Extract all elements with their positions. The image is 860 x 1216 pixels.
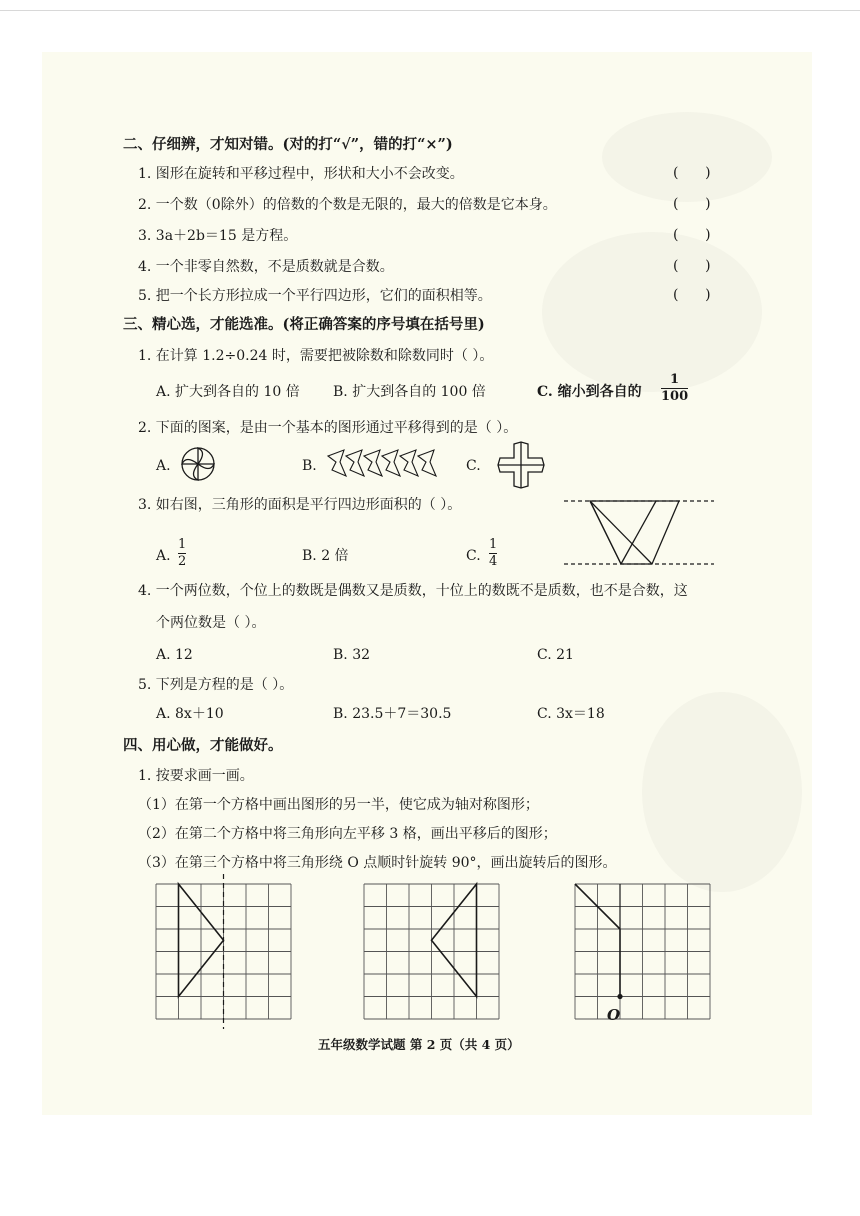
grid-symmetry[interactable] bbox=[156, 884, 294, 1019]
section4-heading: 四、用心做，才能做好。 bbox=[123, 737, 283, 754]
s2-answer-3[interactable]: ( ) bbox=[673, 227, 711, 243]
s3-q2-option-c[interactable]: C. bbox=[466, 458, 481, 474]
s4-q1-sub2: （2）在第二个方格中将三角形向左平移 3 格，画出平移后的图形； bbox=[138, 826, 557, 842]
zigzag-pattern-figure bbox=[326, 448, 442, 478]
s3-q1-option-a[interactable]: A. 扩大到各自的 10 倍 bbox=[156, 384, 300, 400]
s3-q3-option-c[interactable]: C. bbox=[466, 548, 481, 564]
s3-q1-stem: 1. 在计算 1.2÷0.24 时，需要把被除数和除数同时（ ）。 bbox=[138, 348, 494, 364]
grid-translation[interactable] bbox=[364, 884, 502, 1019]
s3-q4-stem-line2: 个两位数是（ ）。 bbox=[156, 615, 266, 631]
s3-q4-stem-line1: 4. 一个两位数，个位上的数既是偶数又是质数，十位上的数既不是质数，也不是合数，这 bbox=[138, 583, 688, 599]
s2-item-3: 3. 3a＋2b＝15 是方程。 bbox=[138, 228, 298, 244]
s2-answer-5[interactable]: ( ) bbox=[673, 287, 711, 303]
page-footer: 五年级数学试题 第 2 页（共 4 页） bbox=[318, 1037, 520, 1052]
s3-q4-option-a[interactable]: A. 12 bbox=[156, 647, 193, 663]
fraction-denominator: 4 bbox=[489, 554, 498, 569]
s3-q4-option-b[interactable]: B. 32 bbox=[333, 647, 371, 663]
pinwheel-figure bbox=[180, 446, 216, 482]
s2-item-2: 2. 一个数（0除外）的倍数的个数是无限的，最大的倍数是它本身。 bbox=[138, 197, 557, 213]
point-o-label: O bbox=[607, 1006, 621, 1024]
bleed-through bbox=[602, 112, 772, 202]
s3-q3-fraction-c bbox=[489, 538, 497, 569]
s4-q1-sub3: （3）在第三个方格中将三角形绕 O 点顺时针旋转 90°，画出旋转后的图形。 bbox=[138, 855, 617, 871]
s3-q3-option-b[interactable]: B. 2 倍 bbox=[302, 548, 349, 564]
s2-item-1: 1. 图形在旋转和平移过程中，形状和大小不会改变。 bbox=[138, 166, 464, 182]
s3-q5-option-b[interactable]: B. 23.5＋7＝30.5 bbox=[333, 706, 452, 722]
s3-q2-option-a[interactable]: A. bbox=[156, 458, 171, 474]
triangle-parallelogram-figure bbox=[564, 498, 714, 568]
fraction-numerator: 1 bbox=[178, 537, 187, 552]
s2-answer-4[interactable]: ( ) bbox=[673, 258, 711, 274]
s2-item-4: 4. 一个非零自然数，不是质数就是合数。 bbox=[138, 259, 394, 275]
grid-rotation[interactable] bbox=[575, 884, 713, 1019]
fraction-denominator: 2 bbox=[178, 554, 187, 569]
section3-heading: 三、精心选，才能选准。(将正确答案的序号填在括号里) bbox=[123, 316, 485, 333]
bleed-through bbox=[642, 692, 802, 892]
s4-q1-sub1: （1）在第一个方格中画出图形的另一半，使它成为轴对称图形； bbox=[138, 797, 539, 813]
fraction-denominator: 100 bbox=[661, 389, 689, 404]
s3-q4-option-c[interactable]: C. 21 bbox=[537, 647, 574, 663]
bleed-through bbox=[542, 232, 762, 392]
s3-q2-option-b[interactable]: B. bbox=[302, 458, 317, 474]
s3-q1-option-c[interactable]: C. 缩小到各自的 bbox=[537, 384, 642, 400]
scan-edge-line bbox=[0, 10, 860, 11]
s3-q5-option-c[interactable]: C. 3x＝18 bbox=[537, 706, 605, 722]
s4-q1-stem: 1. 按要求画一画。 bbox=[138, 768, 254, 784]
section2-heading: 二、仔细辨，才知对错。(对的打“√”，错的打“×”) bbox=[123, 136, 453, 153]
s3-q3-option-a[interactable]: A. bbox=[156, 548, 171, 564]
fraction-numerator: 1 bbox=[489, 537, 498, 552]
s2-answer-2[interactable]: ( ) bbox=[673, 196, 711, 212]
s3-q1-fraction bbox=[661, 373, 688, 404]
fraction-numerator: 1 bbox=[670, 372, 680, 387]
s2-answer-1[interactable]: ( ) bbox=[673, 165, 711, 181]
point-o-dot bbox=[617, 994, 622, 999]
s3-q3-fraction-a bbox=[178, 538, 186, 569]
s3-q5-option-a[interactable]: A. 8x＋10 bbox=[156, 706, 224, 722]
s2-item-5: 5. 把一个长方形拉成一个平行四边形，它们的面积相等。 bbox=[138, 288, 492, 304]
s3-q1-option-b[interactable]: B. 扩大到各自的 100 倍 bbox=[333, 384, 486, 400]
s3-q3-stem: 3. 如右图，三角形的面积是平行四边形面积的（ ）。 bbox=[138, 497, 462, 513]
s3-q2-stem: 2. 下面的图案，是由一个基本的图形通过平移得到的是（ ）。 bbox=[138, 420, 518, 436]
cross-figure bbox=[498, 442, 544, 488]
s3-q5-stem: 5. 下列是方程的是（ ）。 bbox=[138, 677, 294, 693]
